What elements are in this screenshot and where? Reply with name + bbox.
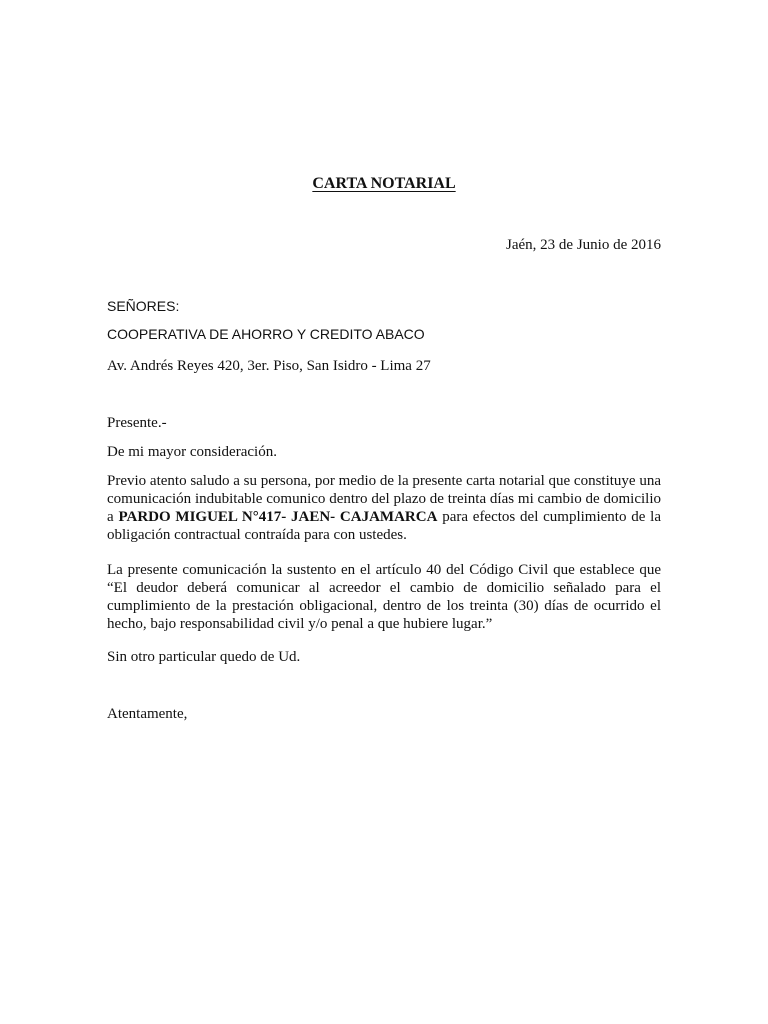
recipient-organization: COOPERATIVA DE AHORRO Y CREDITO ABACO [107,326,425,342]
presente-line: Presente.- [107,415,167,431]
greeting-line: De mi mayor consideración. [107,444,277,460]
new-address-bold: PARDO MIGUEL N°417- JAEN- CAJAMARCA [118,509,438,525]
recipient-address: Av. Andrés Reyes 420, 3er. Piso, San Isidro - Lima 27 [107,358,431,374]
body-paragraph-2: La presente comunicación la sustento en el artículo 40 del Código Civil que establece que “El deudor deberá comunicar al acreedor el cambio de domicilio señalado para el cumplimiento de la prestación obligacional, dentro de los treinta (30) días de ocurrido el hecho, bajo responsabilidad civil y/o penal a que hubiere lugar.” [107,562,661,632]
paragraph-1-text-before: Previo atento saludo a su persona, por medio de la presente carta notarial que constituye una comunicación indubitable comunico dentro del plazo de treinta días mi cambio de domicilio a [107,473,661,525]
paragraph-1-text-after: para efectos del cumplimiento de la obligación contractual contraída para con ustedes. [107,509,661,543]
closing-line: Sin otro particular quedo de Ud. [107,649,301,665]
recipient-salutation: SEÑORES: [107,298,180,314]
body-paragraph-1 [107,472,661,544]
signoff-line: Atentamente, [107,706,188,722]
letter-date: Jaén, 23 de Junio de 2016 [506,237,661,253]
document-title: CARTA NOTARIAL [312,175,456,192]
